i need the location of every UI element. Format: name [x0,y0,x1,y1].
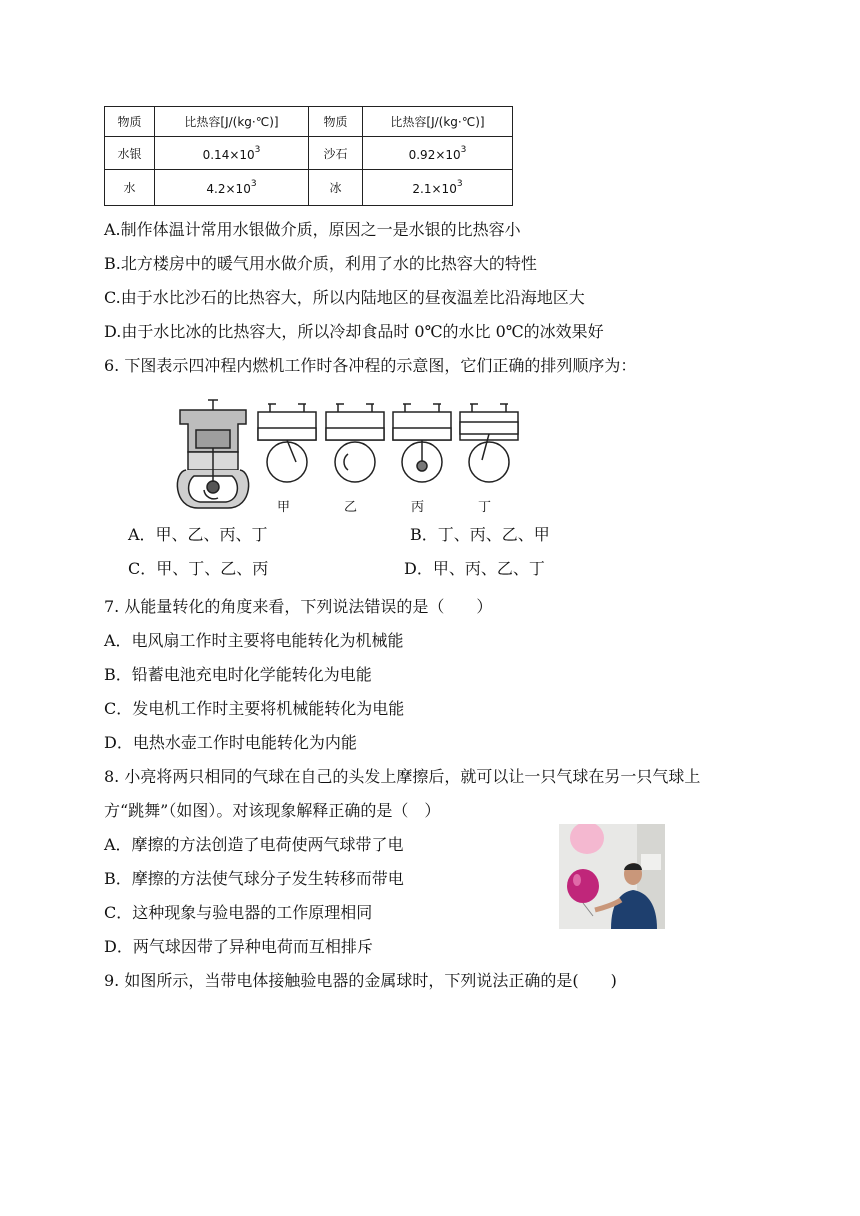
specific-heat-table [104,106,513,206]
q5-option-d: D.由于水比冰的比热容大，所以冷却食品时 0℃的水比 0℃的冰效果好 [104,322,604,341]
q5-option-c: C.由于水比沙石的比热容大，所以内陆地区的昼夜温差比沿海地区大 [104,288,585,307]
cylinder-bing-diagram [393,404,451,482]
cylinder-label: 丁 [478,500,492,515]
table-header-cell: 比热容[J/(kg·℃)] [363,107,513,137]
table-header-cell: 比热容[J/(kg·℃)] [155,107,309,137]
q8-stem-line1: 8. 小亮将两只相同的气球在自己的头发上摩擦后，就可以让一只气球在另一只气球上 [104,767,701,786]
lower-balloon [567,869,599,903]
q5-option-b: B.北方楼房中的暖气用水做介质，利用了水的比热容大的特性 [104,254,537,273]
specific-heat-value: $2.1\times 10^3$ [363,170,513,206]
q8-option-d: D．两气球因带了异种电荷而互相排斥 [104,937,373,956]
q7-option-b: B．铅蓄电池充电时化学能转化为电能 [104,665,372,684]
specific-heat-value: $4.2\times 10^3$ [155,170,309,206]
cylinder-ding-diagram [460,404,518,482]
material-cell: 水银 [105,137,155,170]
q8-option-b: B．摩擦的方法使气球分子发生转移而带电 [104,869,404,888]
balloon-photo [559,824,665,929]
q6-option-d: D．甲、丙、乙、丁 [404,559,545,578]
q6-option-b: B．丁、丙、乙、甲 [410,525,550,544]
material-cell: 水 [105,170,155,206]
material-cell: 冰 [309,170,363,206]
q6-option-c: C．甲、丁、乙、丙 [128,559,269,578]
q6-option-a: A．甲、乙、丙、丁 [128,525,268,544]
engine-cross-section [177,400,248,508]
cylinder-yi-diagram [326,404,384,482]
specific-heat-value: $0.92\times 10^3$ [363,137,513,170]
q7-option-d: D．电热水壶工作时电能转化为内能 [104,733,357,752]
q8-option-c: C．这种现象与验电器的工作原理相同 [104,903,373,922]
cylinder-label: 乙 [344,500,358,515]
q7-stem: 7. 从能量转化的角度来看，下列说法错误的是（ ） [104,597,493,616]
table-row [105,137,513,170]
q9-stem: 9. 如图所示，当带电体接触验电器的金属球时，下列说法正确的是( ) [104,971,617,990]
table-header-cell: 物质 [309,107,363,137]
cylinder-jia-diagram [258,404,316,482]
cylinder-label: 甲 [277,500,291,515]
q7-option-c: C．发电机工作时主要将机械能转化为电能 [104,699,405,718]
cylinder-label: 丙 [411,500,425,515]
table-header-cell: 物质 [105,107,155,137]
q6-stem: 6. 下图表示四冲程内燃机工作时各冲程的示意图，它们正确的排列顺序为： [104,356,637,375]
q8-stem-line2: 方“跳舞”（如图）。对该现象解释正确的是（ ） [104,801,441,820]
q7-option-a: A．电风扇工作时主要将电能转化为机械能 [104,631,404,650]
specific-heat-value: $0.14\times 10^3$ [155,137,309,170]
q5-option-a: A.制作体温计常用水银做介质，原因之一是水银的比热容小 [104,220,521,239]
table-header-row [105,107,513,137]
q8-option-a: A．摩擦的方法创造了电荷使两气球带了电 [104,835,404,854]
table-row [105,170,513,206]
material-cell: 沙石 [309,137,363,170]
